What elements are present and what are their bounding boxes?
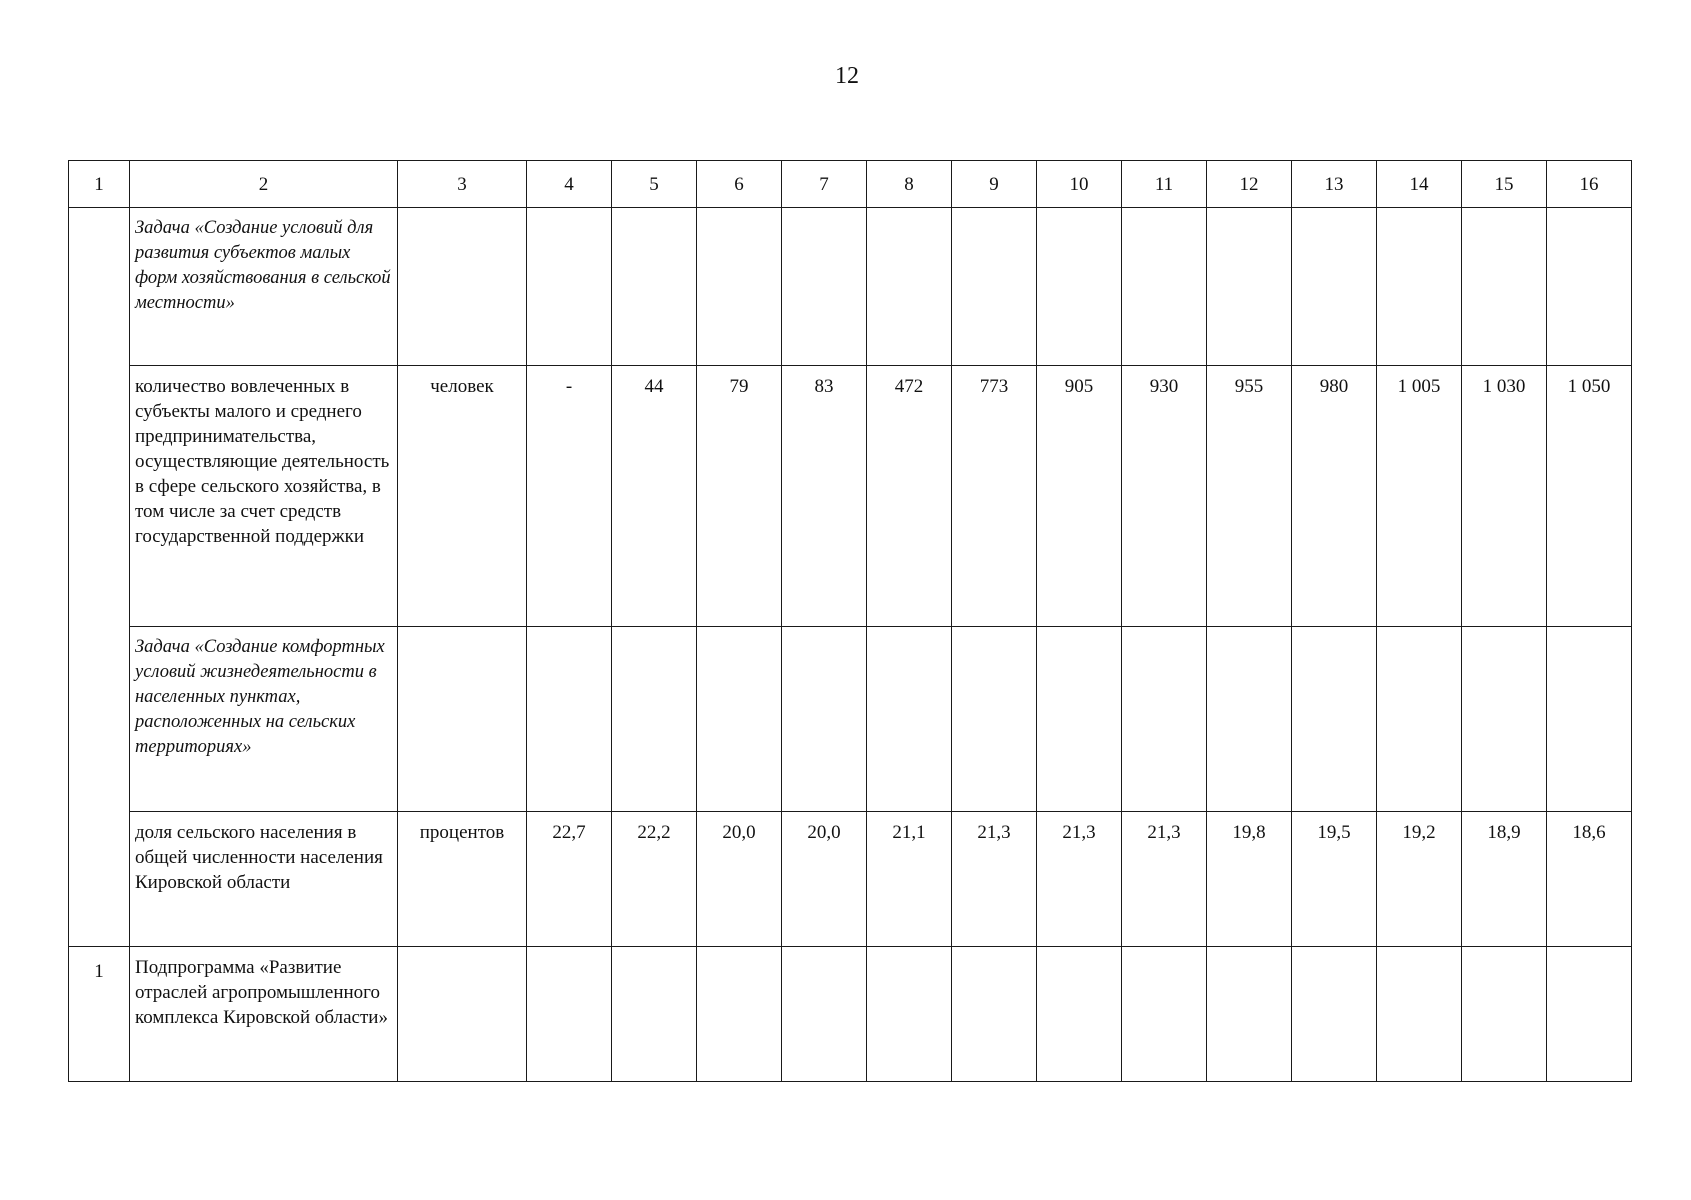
indicator-2-name: доля сельского населения в общей численности населения Кировской области bbox=[130, 812, 398, 947]
empty-cell bbox=[1377, 208, 1462, 366]
empty-cell bbox=[1377, 947, 1462, 1082]
value-cell: 18,9 bbox=[1462, 812, 1547, 947]
empty-cell bbox=[398, 627, 527, 812]
value-cell: 19,5 bbox=[1292, 812, 1377, 947]
indicator-2-unit: процентов bbox=[398, 812, 527, 947]
subprogram-row bbox=[69, 947, 1632, 1082]
empty-cell bbox=[612, 627, 697, 812]
header-cell: 9 bbox=[952, 161, 1037, 208]
empty-cell bbox=[1377, 627, 1462, 812]
value-cell: 21,3 bbox=[952, 812, 1037, 947]
page-number: 12 bbox=[835, 63, 859, 89]
header-cell: 8 bbox=[867, 161, 952, 208]
empty-cell bbox=[398, 947, 527, 1082]
empty-cell bbox=[697, 208, 782, 366]
value-cell: 1 050 bbox=[1547, 366, 1632, 627]
value-cell: 18,6 bbox=[1547, 812, 1632, 947]
empty-cell bbox=[1292, 627, 1377, 812]
value-cell: 1 005 bbox=[1377, 366, 1462, 627]
header-cell: 4 bbox=[527, 161, 612, 208]
empty-number-cell bbox=[69, 208, 130, 947]
empty-cell bbox=[1462, 627, 1547, 812]
empty-cell bbox=[867, 627, 952, 812]
value-cell: 930 bbox=[1122, 366, 1207, 627]
value-cell: 773 bbox=[952, 366, 1037, 627]
header-cell: 14 bbox=[1377, 161, 1462, 208]
indicator-1-unit: человек bbox=[398, 366, 527, 627]
empty-cell bbox=[782, 208, 867, 366]
empty-cell bbox=[952, 627, 1037, 812]
empty-cell bbox=[1292, 208, 1377, 366]
value-cell: 21,3 bbox=[1037, 812, 1122, 947]
empty-cell bbox=[398, 208, 527, 366]
value-cell: 1 030 bbox=[1462, 366, 1547, 627]
header-cell: 11 bbox=[1122, 161, 1207, 208]
value-cell: 20,0 bbox=[697, 812, 782, 947]
value-cell: 955 bbox=[1207, 366, 1292, 627]
empty-cell bbox=[1207, 947, 1292, 1082]
empty-cell bbox=[782, 627, 867, 812]
empty-cell bbox=[952, 947, 1037, 1082]
task-row-2 bbox=[69, 627, 1632, 812]
value-cell: 44 bbox=[612, 366, 697, 627]
empty-cell bbox=[1122, 208, 1207, 366]
value-cell: 83 bbox=[782, 366, 867, 627]
header-cell: 13 bbox=[1292, 161, 1377, 208]
header-cell: 5 bbox=[612, 161, 697, 208]
indicator-row-2 bbox=[69, 812, 1632, 947]
empty-cell bbox=[1547, 947, 1632, 1082]
value-cell: 19,2 bbox=[1377, 812, 1462, 947]
header-cell: 15 bbox=[1462, 161, 1547, 208]
indicator-row-1 bbox=[69, 366, 1632, 627]
value-cell: 22,2 bbox=[612, 812, 697, 947]
subprogram-number: 1 bbox=[69, 947, 130, 1082]
empty-cell bbox=[867, 208, 952, 366]
header-cell: 10 bbox=[1037, 161, 1122, 208]
task-2-title: Задача «Создание комфортных условий жизнедеятельности в населенных пунктах, расположенных на сельских территориях» bbox=[130, 627, 398, 812]
value-cell: 79 bbox=[697, 366, 782, 627]
empty-cell bbox=[782, 947, 867, 1082]
empty-cell bbox=[612, 208, 697, 366]
value-cell: 22,7 bbox=[527, 812, 612, 947]
empty-cell bbox=[952, 208, 1037, 366]
value-cell: 20,0 bbox=[782, 812, 867, 947]
empty-cell bbox=[612, 947, 697, 1082]
task-1-title: Задача «Создание условий для развития субъектов малых форм хозяйствования в сельской местности» bbox=[130, 208, 398, 366]
empty-cell bbox=[527, 627, 612, 812]
header-cell: 16 bbox=[1547, 161, 1632, 208]
empty-cell bbox=[1122, 627, 1207, 812]
header-row bbox=[69, 161, 1632, 208]
subprogram-title: Подпрограмма «Развитие отраслей агропромышленного комплекса Кировской области» bbox=[130, 947, 398, 1082]
empty-cell bbox=[697, 627, 782, 812]
header-cell: 1 bbox=[69, 161, 130, 208]
empty-cell bbox=[1547, 208, 1632, 366]
empty-cell bbox=[1037, 208, 1122, 366]
indicators-table bbox=[68, 160, 1632, 1082]
empty-cell bbox=[1037, 947, 1122, 1082]
header-cell: 12 bbox=[1207, 161, 1292, 208]
empty-cell bbox=[697, 947, 782, 1082]
empty-cell bbox=[1547, 627, 1632, 812]
value-cell: 905 bbox=[1037, 366, 1122, 627]
value-cell: 980 bbox=[1292, 366, 1377, 627]
empty-cell bbox=[1462, 947, 1547, 1082]
header-cell: 2 bbox=[130, 161, 398, 208]
header-cell: 7 bbox=[782, 161, 867, 208]
header-cell: 6 bbox=[697, 161, 782, 208]
empty-cell bbox=[527, 947, 612, 1082]
value-cell: - bbox=[527, 366, 612, 627]
value-cell: 19,8 bbox=[1207, 812, 1292, 947]
empty-cell bbox=[527, 208, 612, 366]
empty-cell bbox=[1207, 208, 1292, 366]
empty-cell bbox=[1037, 627, 1122, 812]
indicator-1-name: количество вовлеченных в субъекты малого и среднего предпринимательства, осуществляющие деятельность в сфере сельского хозяйства, в том числе за счет средств государственной поддержки bbox=[130, 366, 398, 627]
header-cell: 3 bbox=[398, 161, 527, 208]
empty-cell bbox=[1207, 627, 1292, 812]
value-cell: 21,1 bbox=[867, 812, 952, 947]
value-cell: 21,3 bbox=[1122, 812, 1207, 947]
value-cell: 472 bbox=[867, 366, 952, 627]
empty-cell bbox=[867, 947, 952, 1082]
empty-cell bbox=[1122, 947, 1207, 1082]
task-row-1 bbox=[69, 208, 1632, 366]
empty-cell bbox=[1292, 947, 1377, 1082]
empty-cell bbox=[1462, 208, 1547, 366]
